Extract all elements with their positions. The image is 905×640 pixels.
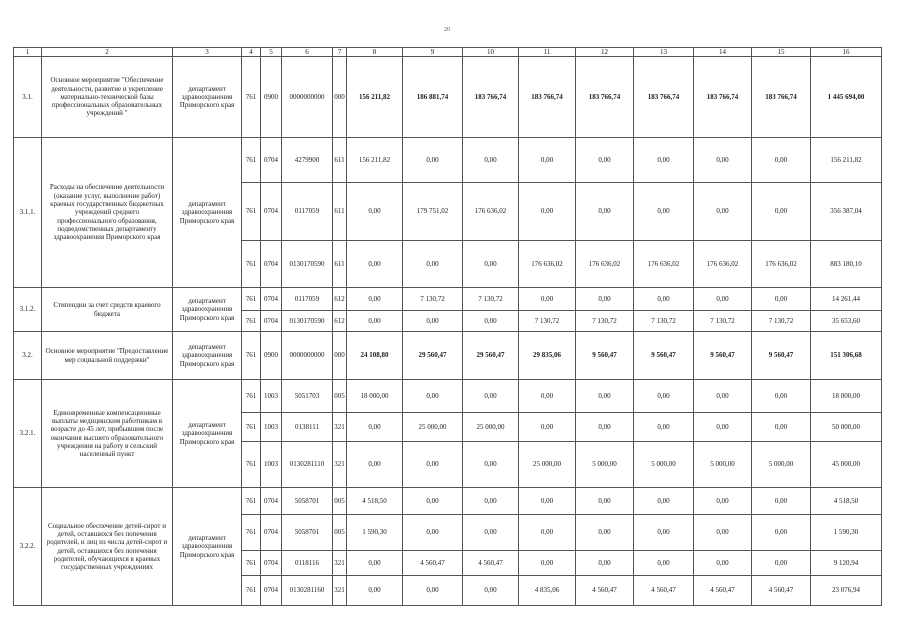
responsible-department: департамент здравоохранения Приморского края	[173, 57, 242, 138]
section-description: Основное мероприятие "Предоставление мер социальной поддержки"	[42, 332, 173, 380]
expense-type-code: 321	[333, 413, 347, 442]
header-cell: 10	[463, 48, 519, 57]
value-total: 4 518,50	[811, 488, 882, 515]
value-2014: 0,00	[403, 241, 463, 288]
value-2013: 0,00	[347, 183, 403, 241]
value-2019: 0,00	[694, 183, 752, 241]
grbs-code: 761	[242, 442, 261, 488]
header-cell: 8	[347, 48, 403, 57]
header-cell: 12	[576, 48, 634, 57]
section-code: 0704	[261, 551, 282, 576]
value-2018: 0,00	[634, 183, 694, 241]
value-total: 35 653,60	[811, 311, 882, 332]
value-2016: 0,00	[519, 288, 576, 311]
section-code: 0704	[261, 138, 282, 183]
page-number: 20	[444, 27, 450, 33]
value-2020: 9 560,47	[752, 332, 811, 380]
value-2014: 0,00	[403, 138, 463, 183]
value-2019: 0,00	[694, 380, 752, 413]
value-total: 1 445 694,00	[811, 57, 882, 138]
value-total: 883 180,10	[811, 241, 882, 288]
responsible-department: департамент здравоохранения Приморского края	[173, 138, 242, 288]
value-2020: 0,00	[752, 413, 811, 442]
value-2019: 0,00	[694, 288, 752, 311]
value-2015: 0,00	[463, 380, 519, 413]
value-2020: 0,00	[752, 183, 811, 241]
value-2017: 0,00	[576, 288, 634, 311]
responsible-department: департамент здравоохранения Приморского края	[173, 288, 242, 332]
value-2014: 7 130,72	[403, 288, 463, 311]
value-2015: 4 560,47	[463, 551, 519, 576]
value-2016: 0,00	[519, 183, 576, 241]
value-2015: 0,00	[463, 515, 519, 551]
grbs-code: 761	[242, 183, 261, 241]
grbs-code: 761	[242, 488, 261, 515]
section-code: 0900	[261, 332, 282, 380]
responsible-department: департамент здравоохранения Приморского края	[173, 380, 242, 488]
table-body	[14, 48, 882, 606]
value-2017: 0,00	[576, 551, 634, 576]
header-cell: 16	[811, 48, 882, 57]
value-2014: 0,00	[403, 488, 463, 515]
value-2015: 0,00	[463, 576, 519, 606]
grbs-code: 761	[242, 57, 261, 138]
value-2018: 4 560,47	[634, 576, 694, 606]
value-2016: 176 636,02	[519, 241, 576, 288]
value-2014: 4 560,47	[403, 551, 463, 576]
grbs-code: 761	[242, 413, 261, 442]
value-2016: 0,00	[519, 138, 576, 183]
value-2015: 176 636,02	[463, 183, 519, 241]
value-2019: 0,00	[694, 413, 752, 442]
header-cell: 7	[333, 48, 347, 57]
header-cell: 4	[242, 48, 261, 57]
value-2017: 4 560,47	[576, 576, 634, 606]
value-2013: 0,00	[347, 241, 403, 288]
expense-type-code: 612	[333, 288, 347, 311]
header-cell: 5	[261, 48, 282, 57]
value-2017: 0,00	[576, 183, 634, 241]
grbs-code: 761	[242, 241, 261, 288]
value-2013: 0,00	[347, 551, 403, 576]
table-row	[14, 138, 882, 183]
value-2019: 0,00	[694, 551, 752, 576]
expense-type-code: 005	[333, 380, 347, 413]
section-code: 0704	[261, 183, 282, 241]
target-article-code: 0117059	[282, 183, 333, 241]
value-2014: 25 000,00	[403, 413, 463, 442]
value-2015: 183 766,74	[463, 57, 519, 138]
value-2016: 183 766,74	[519, 57, 576, 138]
value-2019: 9 560,47	[694, 332, 752, 380]
value-2013: 24 108,80	[347, 332, 403, 380]
value-2020: 4 560,47	[752, 576, 811, 606]
value-2017: 0,00	[576, 380, 634, 413]
value-2015: 0,00	[463, 488, 519, 515]
value-2020: 0,00	[752, 488, 811, 515]
value-total: 151 306,68	[811, 332, 882, 380]
section-number: 3.1.1.	[14, 138, 42, 288]
section-description: Единовременные компенсационные выплаты медицинским работникам в возрасте до 45 лет, прибывшим после окончания высшего образовательного учреждения на работу в сельский населенный пункт	[42, 380, 173, 488]
section-description: Социальное обеспечение детей-сирот и детей, оставшихся без попечения родителей, и лиц из числа детей-сирот и детей, оставшихся без попечения родителей, обучающихся в краевых государственных учреждениях	[42, 488, 173, 606]
value-2018: 176 636,02	[634, 241, 694, 288]
value-2015: 7 130,72	[463, 288, 519, 311]
expense-type-code: 005	[333, 515, 347, 551]
grbs-code: 761	[242, 576, 261, 606]
expense-type-code: 611	[333, 241, 347, 288]
value-2018: 9 560,47	[634, 332, 694, 380]
section-number: 3.1.2.	[14, 288, 42, 332]
value-2016: 7 130,72	[519, 311, 576, 332]
value-2014: 0,00	[403, 311, 463, 332]
header-cell: 3	[173, 48, 242, 57]
value-2016: 29 835,06	[519, 332, 576, 380]
header-cell: 9	[403, 48, 463, 57]
value-2015: 0,00	[463, 311, 519, 332]
target-article-code: 0130281110	[282, 442, 333, 488]
expense-type-code: 611	[333, 183, 347, 241]
header-cell: 11	[519, 48, 576, 57]
value-2018: 0,00	[634, 380, 694, 413]
value-2013: 0,00	[347, 442, 403, 488]
value-total: 156 211,82	[811, 138, 882, 183]
target-article-code: 0130170590	[282, 311, 333, 332]
target-article-code: 0000000000	[282, 332, 333, 380]
value-2017: 5 000,00	[576, 442, 634, 488]
value-2013: 1 590,30	[347, 515, 403, 551]
target-article-code: 5058701	[282, 515, 333, 551]
value-2017: 183 766,74	[576, 57, 634, 138]
grbs-code: 761	[242, 332, 261, 380]
section-code: 1003	[261, 380, 282, 413]
value-2019: 0,00	[694, 488, 752, 515]
value-2017: 0,00	[576, 515, 634, 551]
table-row	[14, 332, 882, 380]
section-number: 3.2.	[14, 332, 42, 380]
value-2020: 176 636,02	[752, 241, 811, 288]
target-article-code: 5051703	[282, 380, 333, 413]
expense-type-code: 321	[333, 576, 347, 606]
value-2017: 7 130,72	[576, 311, 634, 332]
table-row	[14, 57, 882, 138]
section-code: 1003	[261, 442, 282, 488]
section-code: 0704	[261, 488, 282, 515]
value-total: 14 261,44	[811, 288, 882, 311]
value-2013: 0,00	[347, 576, 403, 606]
header-row	[14, 48, 882, 57]
section-description: Основное мероприятие "Обеспечение деятельности, развитие и укрепление материально-технической базы профессиональных образовательных учреждений "	[42, 57, 173, 138]
value-2019: 176 636,02	[694, 241, 752, 288]
grbs-code: 761	[242, 311, 261, 332]
value-2020: 183 766,74	[752, 57, 811, 138]
section-code: 0704	[261, 576, 282, 606]
value-2016: 0,00	[519, 413, 576, 442]
value-2016: 0,00	[519, 488, 576, 515]
table-row	[14, 380, 882, 413]
header-cell: 14	[694, 48, 752, 57]
expense-type-code: 611	[333, 138, 347, 183]
header-cell: 15	[752, 48, 811, 57]
value-2017: 176 636,02	[576, 241, 634, 288]
value-2016: 25 000,00	[519, 442, 576, 488]
value-2016: 0,00	[519, 551, 576, 576]
value-2014: 179 751,02	[403, 183, 463, 241]
expense-type-code: 321	[333, 551, 347, 576]
table-row	[14, 488, 882, 515]
value-2017: 0,00	[576, 138, 634, 183]
section-code: 0704	[261, 288, 282, 311]
header-cell: 6	[282, 48, 333, 57]
header-cell: 13	[634, 48, 694, 57]
grbs-code: 761	[242, 380, 261, 413]
value-2020: 0,00	[752, 288, 811, 311]
section-code: 0704	[261, 515, 282, 551]
value-2020: 5 000,00	[752, 442, 811, 488]
value-2013: 156 211,82	[347, 138, 403, 183]
value-2014: 186 881,74	[403, 57, 463, 138]
section-number: 3.2.2.	[14, 488, 42, 606]
grbs-code: 761	[242, 551, 261, 576]
value-2020: 0,00	[752, 515, 811, 551]
target-article-code: 0117059	[282, 288, 333, 311]
expense-type-code: 000	[333, 332, 347, 380]
target-article-code: 0118116	[282, 551, 333, 576]
value-2016: 0,00	[519, 515, 576, 551]
value-2016: 0,00	[519, 380, 576, 413]
value-2015: 25 000,00	[463, 413, 519, 442]
value-2013: 0,00	[347, 413, 403, 442]
target-article-code: 4279900	[282, 138, 333, 183]
value-2015: 0,00	[463, 138, 519, 183]
value-2019: 0,00	[694, 138, 752, 183]
value-2018: 0,00	[634, 413, 694, 442]
section-code: 0900	[261, 57, 282, 138]
expense-type-code: 612	[333, 311, 347, 332]
value-2018: 5 000,00	[634, 442, 694, 488]
value-2018: 7 130,72	[634, 311, 694, 332]
value-2018: 0,00	[634, 551, 694, 576]
value-2018: 0,00	[634, 488, 694, 515]
value-2013: 0,00	[347, 311, 403, 332]
value-2020: 0,00	[752, 138, 811, 183]
value-2014: 0,00	[403, 442, 463, 488]
value-2013: 0,00	[347, 288, 403, 311]
value-total: 18 000,00	[811, 380, 882, 413]
value-2019: 183 766,74	[694, 57, 752, 138]
section-code: 0704	[261, 311, 282, 332]
value-2018: 183 766,74	[634, 57, 694, 138]
value-2019: 7 130,72	[694, 311, 752, 332]
value-2020: 0,00	[752, 551, 811, 576]
target-article-code: 5058701	[282, 488, 333, 515]
section-number: 3.1.	[14, 57, 42, 138]
value-total: 23 076,94	[811, 576, 882, 606]
value-total: 45 000,00	[811, 442, 882, 488]
value-2014: 0,00	[403, 515, 463, 551]
value-2014: 0,00	[403, 576, 463, 606]
value-2015: 0,00	[463, 241, 519, 288]
value-2018: 0,00	[634, 515, 694, 551]
section-code: 1003	[261, 413, 282, 442]
value-2013: 18 000,00	[347, 380, 403, 413]
grbs-code: 761	[242, 288, 261, 311]
expense-type-code: 005	[333, 488, 347, 515]
value-2020: 7 130,72	[752, 311, 811, 332]
section-code: 0704	[261, 241, 282, 288]
value-2018: 0,00	[634, 138, 694, 183]
target-article-code: 0000000000	[282, 57, 333, 138]
responsible-department: департамент здравоохранения Приморского края	[173, 488, 242, 606]
value-2017: 0,00	[576, 488, 634, 515]
value-2014: 0,00	[403, 380, 463, 413]
value-total: 9 120,94	[811, 551, 882, 576]
value-2018: 0,00	[634, 288, 694, 311]
value-2020: 0,00	[752, 380, 811, 413]
value-total: 1 590,30	[811, 515, 882, 551]
value-2013: 4 518,50	[347, 488, 403, 515]
value-total: 356 387,04	[811, 183, 882, 241]
value-2014: 29 560,47	[403, 332, 463, 380]
value-total: 50 000,00	[811, 413, 882, 442]
section-description: Стипендии за счет средств краевого бюджета	[42, 288, 173, 332]
target-article-code: 0138111	[282, 413, 333, 442]
value-2019: 0,00	[694, 515, 752, 551]
header-cell: 2	[42, 48, 173, 57]
expense-type-code: 000	[333, 57, 347, 138]
target-article-code: 0130170590	[282, 241, 333, 288]
value-2017: 0,00	[576, 413, 634, 442]
target-article-code: 0130281160	[282, 576, 333, 606]
value-2016: 4 835,06	[519, 576, 576, 606]
budget-table	[13, 47, 882, 606]
value-2015: 29 560,47	[463, 332, 519, 380]
section-description: Расходы на обеспечение деятельности (оказание услуг, выполнение работ) краевых государственных бюджетных учреждений среднего профессионального образования, подведомственных департаменту здравоохранения Приморского края	[42, 138, 173, 288]
table-row	[14, 288, 882, 311]
section-number: 3.2.1.	[14, 380, 42, 488]
grbs-code: 761	[242, 138, 261, 183]
header-cell: 1	[14, 48, 42, 57]
value-2017: 9 560,47	[576, 332, 634, 380]
value-2019: 5 000,00	[694, 442, 752, 488]
grbs-code: 761	[242, 515, 261, 551]
expense-type-code: 321	[333, 442, 347, 488]
value-2019: 4 560,47	[694, 576, 752, 606]
value-2015: 0,00	[463, 442, 519, 488]
value-2013: 156 211,82	[347, 57, 403, 138]
responsible-department: департамент здравоохранения Приморского края	[173, 332, 242, 380]
